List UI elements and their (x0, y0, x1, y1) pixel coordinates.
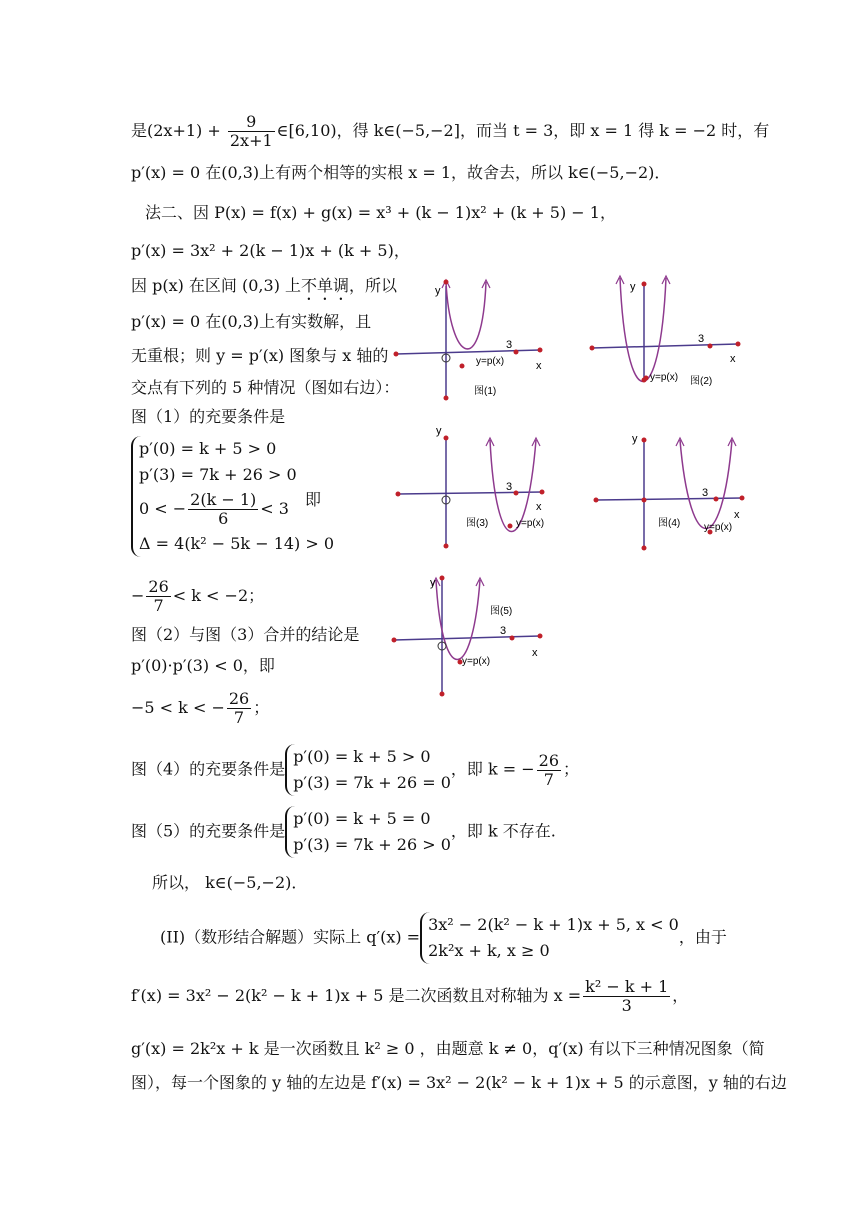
numerator: 26 (228, 689, 250, 708)
text: ，即 k = − (450, 759, 535, 779)
line-17: g′(x) = 2k²x + k 是一次函数且 k² ≥ 0 ，由题意 k ≠ 0，q′(x) 有以下三种情况图象（简 (131, 1039, 765, 1058)
ji-text: 即 (305, 490, 322, 509)
fraction (227, 690, 251, 727)
line-6: p′(x) = 0 在(0,3)上有实数解，且 (131, 312, 372, 331)
fraction (188, 491, 258, 528)
text: ，由于 (678, 927, 727, 947)
curve-label: y=p(x) (476, 356, 505, 367)
x-axis-label: x (734, 509, 740, 521)
curve-label: y=p(x) (516, 518, 545, 529)
cases-brace (131, 436, 334, 557)
text: f′(x) = 3x² − 2(k² − k + 1)x + 5 是二次函数且对称轴为 x = (131, 986, 582, 1005)
fraction (228, 113, 275, 150)
curve-label: y=p(x) (650, 372, 679, 383)
graph-1 (390, 272, 550, 402)
x-axis-label: x (532, 647, 538, 659)
condition: p′(3) = 7k + 26 > 0 (139, 465, 297, 484)
text: < 3 (260, 499, 289, 518)
numerator: 26 (538, 750, 560, 770)
line-5 (131, 275, 397, 304)
line-11: p′(0)·p′(3) < 0，即 (131, 656, 275, 675)
text: 是(2x+1) + (131, 121, 226, 140)
caption: 图(1) (474, 386, 497, 397)
line-4: p′(x) = 3x² + 2(k − 1)x + (k + 5)， (131, 241, 410, 260)
tick-label: 3 (500, 625, 507, 637)
text: < k < −2； (172, 586, 265, 605)
caption: 图(3) (466, 518, 489, 529)
y-axis-label: y (430, 577, 436, 589)
condition: p′(0) = k + 5 > 0 (293, 747, 431, 766)
condition: p′(0) = k + 5 = 0 (293, 809, 431, 828)
y-axis-label: y (436, 425, 442, 437)
line-2: p′(x) = 0 在(0,3)上有两个相等的实根 x = 1，故舍去，所以 k∈(−5,−2)． (131, 163, 671, 182)
x-axis-label: x (536, 360, 542, 372)
cases-brace (285, 806, 451, 858)
text: ∈[6,10)，得 k∈(−5,−2]，而当 t = 3，即 x = 1 得 k = −2 时，有 (276, 121, 770, 140)
numerator: 26 (148, 577, 169, 596)
result-1 (131, 578, 264, 615)
line-18: 图），每一个图象的 y 轴的左边是 f′(x) = 3x² − 2(k² − k + 1)x + 5 的示意图，y 轴的右边 (131, 1073, 787, 1092)
x-axis-label: x (536, 501, 542, 513)
denominator: 6 (218, 509, 229, 528)
denominator: 2x+1 (229, 131, 273, 150)
fraction (583, 978, 670, 1015)
condition: 3x² − 2(k² − k + 1)x + 5, x < 0 (428, 915, 679, 934)
line-15 (160, 912, 727, 964)
caption: 图(4) (658, 518, 681, 529)
condition: p′(3) = 7k + 26 = 0 (293, 773, 451, 792)
line-8: 交点有下列的 5 种情况（图如右边）： (131, 378, 400, 397)
emphasis-text: 不单调 (301, 276, 350, 295)
denominator: 7 (543, 769, 554, 789)
graph-3 (392, 422, 552, 552)
text: − (131, 586, 145, 605)
result-2 (131, 690, 269, 727)
curve-label: y=p(x) (704, 522, 733, 533)
numerator: k² − k + 1 (585, 977, 669, 996)
graph-4 (592, 422, 752, 552)
x-axis-label: x (730, 353, 736, 365)
tick-label: 3 (506, 339, 513, 351)
denominator: 7 (153, 596, 164, 615)
line-13 (131, 806, 556, 858)
text: 图（4）的充要条件是 (131, 759, 286, 779)
system-1 (131, 436, 334, 557)
y-axis-label: y (435, 285, 441, 297)
y-axis-label: y (632, 433, 638, 445)
text: ，所以 (349, 276, 398, 295)
condition: p′(0) = k + 5 > 0 (139, 439, 277, 458)
fraction (146, 578, 170, 615)
graph-5 (390, 570, 550, 700)
text: ，即 k 不存在. (450, 821, 556, 841)
line-1 (131, 113, 769, 150)
denominator: 7 (233, 708, 245, 727)
line-16 (131, 978, 688, 1015)
line-12 (131, 744, 579, 796)
text: 因 p(x) 在区间 (0,3) 上 (131, 276, 302, 295)
tick-label: 3 (702, 487, 709, 499)
line-9: 图（1）的充要条件是 (131, 407, 286, 426)
numerator: 9 (228, 113, 275, 132)
condition: 2k²x + k, x ≥ 0 (428, 941, 550, 960)
caption: 图(5) (490, 606, 513, 617)
caption: 图(2) (690, 376, 713, 387)
line-14: 所以， k∈(−5,−2)． (152, 873, 308, 892)
line-10: 图（2）与图（3）合并的结论是 (131, 625, 360, 644)
fraction (537, 752, 561, 789)
curve-label: y=p(x) (462, 656, 491, 667)
tick-label: 3 (506, 481, 513, 493)
text: 图（5）的充要条件是 (131, 821, 286, 841)
text: ； (563, 759, 580, 779)
cases-brace (420, 912, 679, 964)
tick-label: 3 (698, 333, 705, 345)
text: (II)（数形结合解题）实际上 q′(x) = (160, 927, 421, 947)
text: 0 < − (139, 499, 187, 518)
numerator: 2(k − 1) (190, 490, 257, 509)
y-axis-label: y (630, 281, 636, 293)
line-7: 无重根；则 y = p′(x) 图象与 x 轴的 (131, 346, 389, 365)
text: ， (672, 986, 689, 1005)
denominator: 3 (621, 996, 632, 1015)
text: −5 < k < − (131, 698, 225, 717)
cases-brace (285, 744, 451, 796)
text: ； (253, 698, 270, 717)
condition: Δ = 4(k² − 5k − 14) > 0 (139, 534, 335, 553)
graph-2 (586, 268, 746, 398)
condition: p′(3) = 7k + 26 > 0 (293, 835, 451, 854)
line-3: 法二、因 P(x) = f(x) + g(x) = x³ + (k − 1)x² + (k + 5) − 1， (145, 203, 616, 222)
